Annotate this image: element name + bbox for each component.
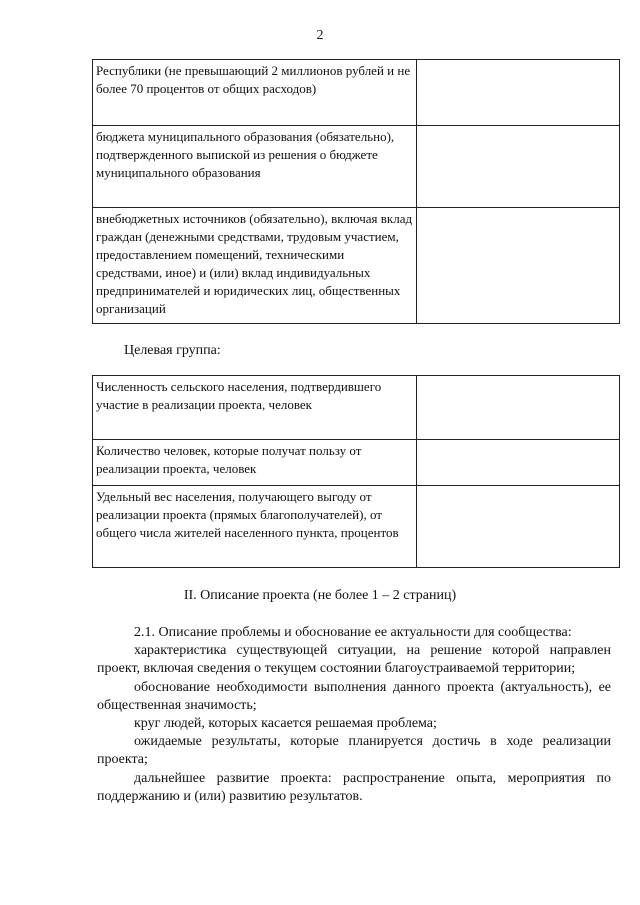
row-label: бюджета муниципального образования (обязательно), подтвержденного выпиской из решения о бюджете муниципального образования: [93, 126, 417, 208]
row-value-field[interactable]: [417, 486, 620, 568]
row-value-field[interactable]: [417, 208, 620, 324]
funding-sources-table: [92, 59, 620, 324]
table-row: [93, 126, 620, 208]
row-label: Удельный вес населения, получающего выгоду от реализации проекта (прямых благополучателей), от общего числа жителей населенного пункта, процентов: [93, 486, 417, 568]
table-row: [93, 486, 620, 568]
section-heading: II. Описание проекта (не более 1 – 2 страниц): [183, 588, 457, 603]
row-value-field[interactable]: [417, 126, 620, 208]
row-label: Республики (не превышающий 2 миллионов рублей и не более 70 процентов от общих расходов): [93, 60, 417, 126]
table-row: [93, 440, 620, 486]
paragraph: 2.1. Описание проблемы и обоснование ее актуальности для сообщества:: [134, 625, 572, 640]
target-group-label: Целевая группа:: [124, 343, 221, 358]
table-row: [93, 60, 620, 126]
paragraph: дальнейшее развитие проекта: распространение опыта, мероприятия по поддержанию и (или) развитию результатов.: [97, 770, 611, 804]
row-value-field[interactable]: [417, 60, 620, 126]
page-number: 2: [316, 28, 324, 43]
paragraph: ожидаемые результаты, которые планируется достичь в ходе реализации проекта;: [97, 734, 611, 768]
table-row: [93, 376, 620, 440]
row-label: внебюджетных источников (обязательно), включая вклад граждан (денежными средствами, трудовым участием, предоставлением помещений, техническими средствами, иное) и (или) вклад индивидуальных предпринимателей и юридических лиц, общественных организаций: [93, 208, 417, 324]
row-label: Количество человек, которые получат пользу от реализации проекта, человек: [93, 440, 417, 486]
row-value-field[interactable]: [417, 440, 620, 486]
row-value-field[interactable]: [417, 376, 620, 440]
table-row: [93, 208, 620, 324]
paragraph: круг людей, которых касается решаемая проблема;: [134, 716, 437, 732]
project-description-text: [97, 624, 611, 806]
paragraph: характеристика существующей ситуации, на решение которой направлен проект, включая сведения о текущем состоянии благоустраиваемой территории;: [97, 643, 611, 677]
paragraph: обоснование необходимости выполнения данного проекта (актуальность), ее общественная значимость;: [97, 679, 611, 713]
row-label: Численность сельского населения, подтвердившего участие в реализации проекта, человек: [93, 376, 417, 440]
target-group-table: [92, 375, 620, 568]
